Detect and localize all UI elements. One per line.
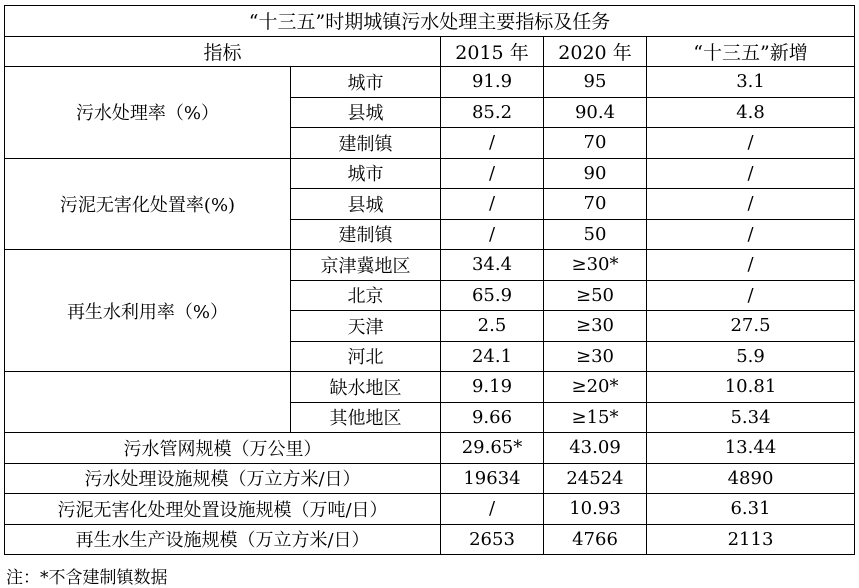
header-2015: 2015 年 <box>441 36 544 67</box>
value-2015: / <box>441 219 544 250</box>
sub-label: 城市 <box>291 158 441 189</box>
value-2020: 90.4 <box>544 97 647 128</box>
table-row <box>5 250 855 281</box>
value-2020: ≥50 <box>544 280 647 311</box>
indicator-table <box>4 5 855 555</box>
table-title-row <box>5 6 855 37</box>
value-added: 5.34 <box>647 402 855 433</box>
sub-label: 县城 <box>291 97 441 128</box>
value-added: 6.31 <box>647 494 855 525</box>
table-row <box>5 372 855 403</box>
value-added: 4.8 <box>647 97 855 128</box>
value-2015: 2653 <box>441 524 544 555</box>
value-2020: 70 <box>544 189 647 220</box>
value-2015: / <box>441 189 544 220</box>
value-2020: 10.93 <box>544 494 647 525</box>
value-2015: 65.9 <box>441 280 544 311</box>
value-added: / <box>647 219 855 250</box>
value-added: 10.81 <box>647 372 855 403</box>
value-added: / <box>647 250 855 281</box>
value-2020: 24524 <box>544 463 647 494</box>
value-added: 2113 <box>647 524 855 555</box>
scale-label: 污水管网规模（万公里） <box>5 433 441 464</box>
value-2020: ≥30 <box>544 341 647 372</box>
value-2015: / <box>441 494 544 525</box>
sub-label: 京津冀地区 <box>291 250 441 281</box>
value-2015: 91.9 <box>441 67 544 98</box>
scale-label: 污泥无害化处理处置设施规模（万吨/日） <box>5 494 441 525</box>
value-added: 4890 <box>647 463 855 494</box>
value-added: 3.1 <box>647 67 855 98</box>
value-2015: 34.4 <box>441 250 544 281</box>
table-row <box>5 463 855 494</box>
group-label-empty <box>5 372 291 433</box>
header-row <box>5 36 855 67</box>
value-2015: 9.66 <box>441 402 544 433</box>
sub-label: 建制镇 <box>291 128 441 159</box>
table-row <box>5 67 855 98</box>
sub-label: 城市 <box>291 67 441 98</box>
group-label-reclaimed-water-rate: 再生水利用率（%） <box>5 250 291 372</box>
value-2020: ≥20* <box>544 372 647 403</box>
header-indicator: 指标 <box>5 36 441 67</box>
sub-label: 建制镇 <box>291 219 441 250</box>
value-2015: 24.1 <box>441 341 544 372</box>
scale-label: 再生水生产设施规模（万立方米/日） <box>5 524 441 555</box>
sub-label: 缺水地区 <box>291 372 441 403</box>
value-2020: 70 <box>544 128 647 159</box>
value-2015: 85.2 <box>441 97 544 128</box>
table-row <box>5 158 855 189</box>
header-2020: 2020 年 <box>544 36 647 67</box>
sub-label: 北京 <box>291 280 441 311</box>
value-added: / <box>647 189 855 220</box>
value-2015: 19634 <box>441 463 544 494</box>
value-added: / <box>647 128 855 159</box>
sub-label: 其他地区 <box>291 402 441 433</box>
value-added: / <box>647 280 855 311</box>
scale-label: 污水处理设施规模（万立方米/日） <box>5 463 441 494</box>
table-row <box>5 524 855 555</box>
value-2015: / <box>441 158 544 189</box>
sub-label: 天津 <box>291 311 441 342</box>
value-2020: 4766 <box>544 524 647 555</box>
table-row <box>5 433 855 464</box>
value-2015: 29.65* <box>441 433 544 464</box>
value-2020: 43.09 <box>544 433 647 464</box>
header-added: “十三五”新增 <box>647 36 855 67</box>
table-row <box>5 494 855 525</box>
table-title: “十三五”时期城镇污水处理主要指标及任务 <box>5 6 855 37</box>
value-added: 27.5 <box>647 311 855 342</box>
group-label-sludge-disposal-rate: 污泥无害化处置率(%) <box>5 158 291 250</box>
value-added: 13.44 <box>647 433 855 464</box>
value-2020: ≥15* <box>544 402 647 433</box>
value-added: / <box>647 158 855 189</box>
value-2020: ≥30 <box>544 311 647 342</box>
value-2020: ≥30* <box>544 250 647 281</box>
value-added: 5.9 <box>647 341 855 372</box>
value-2015: 2.5 <box>441 311 544 342</box>
value-2015: 9.19 <box>441 372 544 403</box>
value-2020: 95 <box>544 67 647 98</box>
sub-label: 县城 <box>291 189 441 220</box>
sub-label: 河北 <box>291 341 441 372</box>
group-label-sewage-treatment-rate: 污水处理率（%） <box>5 67 291 159</box>
value-2020: 50 <box>544 219 647 250</box>
value-2015: / <box>441 128 544 159</box>
footnote: 注：*不含建制镇数据 <box>6 568 168 588</box>
value-2020: 90 <box>544 158 647 189</box>
